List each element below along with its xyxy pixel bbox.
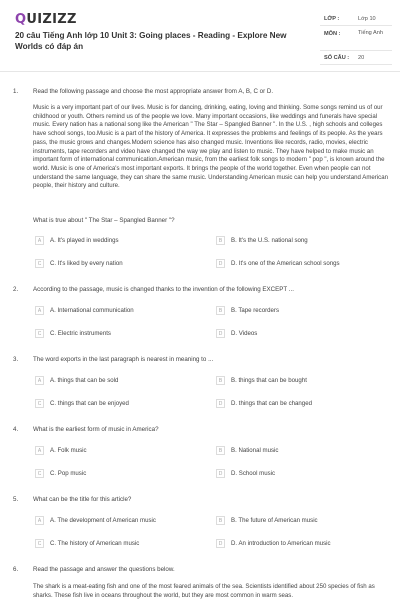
class-label: LỚP : bbox=[324, 16, 340, 22]
option-letter-box: C bbox=[35, 259, 44, 268]
option-text: A. Folk music bbox=[50, 447, 87, 454]
option-letter-box: C bbox=[35, 539, 44, 548]
option-letter-box: A bbox=[35, 516, 44, 525]
question-instruction: Read the following passage and choose the most appropriate answer from A, B, C or D. bbox=[33, 88, 274, 95]
option-letter-box: A bbox=[35, 236, 44, 245]
option-letter-box: D bbox=[216, 259, 225, 268]
reading-passage: Music is a very important part of our lives. Music is for dancing, drinking, eating, loving and thinking. Some songs remind us of our childhood or youth. Others remind us of the people we love. Many important occasions, like weddings and funerals have special music. Every nation has a national song like the American " The Star – Spangled Banner ". In the U.S. , high schools and colleges have school songs, too.Music is a part of the history of America. It expresses the problems and feelings of its people. As the years pass, the music grows and changes.Modern science has also changed music. Inventions like records, radio, movies, electric instruments, tape recorders and video have changed the way we play and listen to music. They have helped to make music an important form of international communication.American music, from the earliest folk songs to modern " pop ", is known around the world. Music is one of America's most important exports. It brings the people of the world together. Even when people can not understand the same language, they can share the same music. Understanding American music can help you understand American people, their history and culture. bbox=[33, 104, 388, 190]
option-text: B. things that can be bought bbox=[231, 377, 307, 384]
option-letter-box: B bbox=[216, 236, 225, 245]
reading-passage: The shark is a meat-eating fish and one of the most feared animals of the sea. Scientists identified about 250 species of fish as sharks. These fish live in oceans throughout the world, but they are most common in warm seas. bbox=[33, 583, 375, 599]
option-letter-box: D bbox=[216, 539, 225, 548]
option-letter-box: C bbox=[35, 329, 44, 338]
option-letter-box: A bbox=[35, 376, 44, 385]
option-text: D. An introduction to American music bbox=[231, 540, 331, 547]
option-letter-box: D bbox=[216, 329, 225, 338]
option-letter-box: B bbox=[216, 306, 225, 315]
question-number: 2. bbox=[13, 286, 19, 293]
option-letter-box: A bbox=[35, 306, 44, 315]
option-text: A. The development of American music bbox=[50, 517, 156, 524]
question-stem: What can be the title for this article? bbox=[33, 496, 132, 503]
question-stem: What is true about " The Star – Spangled Banner "? bbox=[33, 217, 175, 224]
option-text: B. National music bbox=[231, 447, 279, 454]
option-letter-box: D bbox=[216, 399, 225, 408]
meta-row-subject bbox=[320, 26, 392, 51]
subject-label: MÔN : bbox=[324, 31, 341, 37]
option-text: A. things that can be sold bbox=[50, 377, 119, 384]
page-title: 20 câu Tiếng Anh lớp 10 Unit 3: Going places - Reading - Explore New Worlds có đáp án bbox=[15, 31, 287, 51]
question-number: 3. bbox=[13, 356, 19, 363]
subject-value: Tiếng Anh bbox=[358, 30, 383, 36]
option-text: C. It's liked by every nation bbox=[50, 260, 123, 267]
option-text: C. Pop music bbox=[50, 470, 87, 477]
option-text: A. International communication bbox=[50, 307, 134, 314]
worksheet-header bbox=[0, 0, 400, 72]
option-text: D. School music bbox=[231, 470, 276, 477]
option-letter-box: B bbox=[216, 446, 225, 455]
meta-row-class bbox=[320, 12, 392, 26]
question-count-label: SỐ CÂU : bbox=[324, 55, 350, 61]
option-letter-box: A bbox=[35, 446, 44, 455]
question-number: 6. bbox=[13, 566, 19, 573]
question-stem: What is the earliest form of music in America? bbox=[33, 426, 159, 433]
option-text: C. things that can be enjoyed bbox=[50, 400, 129, 407]
option-text: D. Videos bbox=[231, 330, 258, 337]
option-text: B. The future of American music bbox=[231, 517, 318, 524]
option-text: B. It's the U.S. national song bbox=[231, 237, 308, 244]
class-value: Lớp 10 bbox=[358, 16, 376, 22]
meta-row-count bbox=[320, 51, 392, 65]
option-text: C. The history of American music bbox=[50, 540, 140, 547]
logo-wordmark: UIZIZZ bbox=[26, 12, 77, 27]
option-letter-box: C bbox=[35, 399, 44, 408]
option-letter-box: B bbox=[216, 376, 225, 385]
question-number: 4. bbox=[13, 426, 19, 433]
worksheet-meta-table bbox=[320, 12, 392, 65]
question-number: 1. bbox=[13, 88, 19, 95]
question-stem: The word exports in the last paragraph is nearest in meaning to ... bbox=[33, 356, 214, 363]
logo-q-letter: Q bbox=[15, 12, 27, 27]
option-text: D. It's one of the American school songs bbox=[231, 260, 340, 267]
quizizz-logo[interactable] bbox=[15, 12, 77, 27]
option-text: C. Electric instruments bbox=[50, 330, 111, 337]
question-instruction: Read the passage and answer the questions below. bbox=[33, 566, 175, 573]
option-letter-box: C bbox=[35, 469, 44, 478]
option-text: A. It's played in weddings bbox=[50, 237, 119, 244]
question-count-value: 20 bbox=[358, 55, 365, 61]
option-text: D. things that can be changed bbox=[231, 400, 312, 407]
option-text: B. Tape recorders bbox=[231, 307, 279, 314]
option-letter-box: B bbox=[216, 516, 225, 525]
question-number: 5. bbox=[13, 496, 19, 503]
option-letter-box: D bbox=[216, 469, 225, 478]
question-stem: According to the passage, music is changed thanks to the invention of the following EXCEPT ... bbox=[33, 286, 294, 293]
